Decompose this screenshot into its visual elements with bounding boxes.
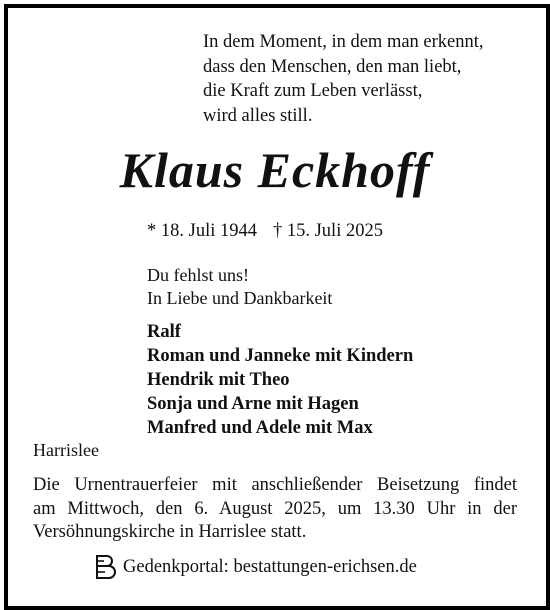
- deceased-name: Klaus Eckhoff: [119, 142, 431, 198]
- ceremony-line: Versöhnungskirche in Harrislee statt.: [33, 522, 307, 542]
- mourner-entry: Manfred und Adele mit Max: [147, 418, 373, 438]
- death-date: † 15. Juli 2025: [272, 221, 383, 241]
- ceremony-line: Die Urnentrauerfeier mit anschließender Beisetzung findet: [33, 475, 517, 495]
- mourner-entry: Sonja und Arne mit Hagen: [147, 394, 359, 414]
- funeral-home-logo-icon: [95, 554, 117, 580]
- poem-line: In dem Moment, in dem man erkennt,: [203, 32, 484, 52]
- ceremony-line: am Mittwoch, den 6. August 2025, um 13.30 Uhr in der: [33, 498, 517, 519]
- mourners-list: [147, 320, 413, 440]
- mourner-entry: Hendrik mit Theo: [147, 370, 290, 390]
- memorial-portal: [95, 554, 417, 580]
- mourner-entry: Roman und Janneke mit Kindern: [147, 346, 414, 366]
- location: Harrislee: [33, 440, 99, 460]
- poem-line: die Kraft zum Leben verlässt,: [203, 81, 423, 101]
- poem-line: dass den Menschen, den man liebt,: [203, 56, 462, 77]
- memorial-poem: [203, 30, 484, 128]
- message-line: In Liebe und Dankbarkeit: [147, 288, 333, 308]
- message-line: Du fehlst uns!: [147, 265, 249, 285]
- life-dates: [147, 219, 383, 243]
- poem-line: wird alles still.: [203, 105, 313, 126]
- birth-date: * 18. Juli 1944: [147, 221, 257, 241]
- mourner-entry: Ralf: [147, 322, 181, 342]
- ceremony-info: [33, 474, 517, 545]
- farewell-message: [147, 264, 332, 310]
- portal-link[interactable]: Gedenkportal: bestattungen-erichsen.de: [123, 557, 417, 577]
